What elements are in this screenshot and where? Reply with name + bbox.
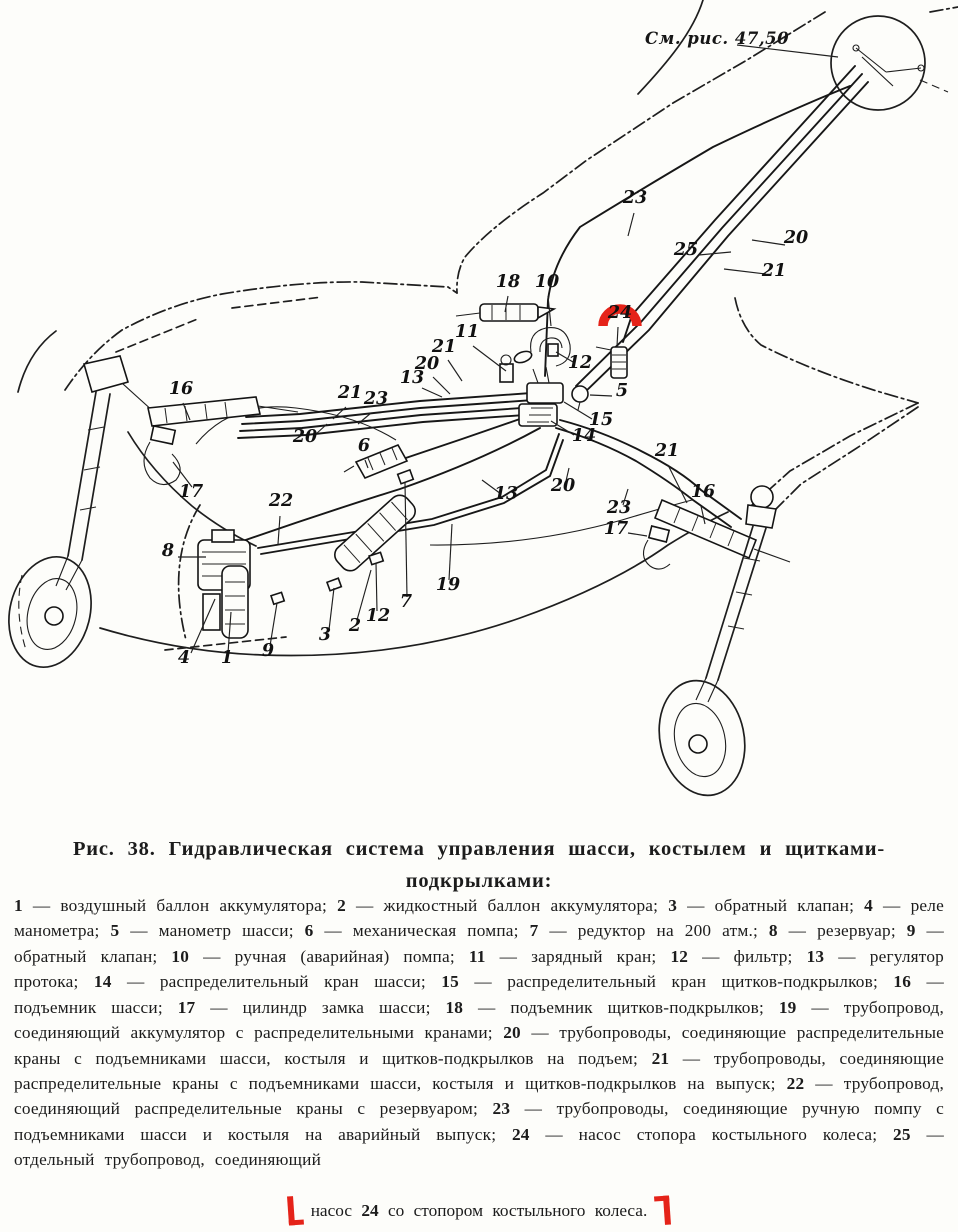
label-leader-5: [590, 395, 612, 396]
air-bottle: [222, 566, 248, 638]
part-label-16: 16: [690, 482, 716, 502]
legend-item-24: 24 — насос стопора костыльного колеса;: [511, 1124, 894, 1144]
part-label-23: 23: [622, 188, 648, 208]
legend-item-16: 16 — подъемник шасси;: [14, 972, 944, 1017]
part-label-10: 10: [534, 272, 560, 292]
tail-detail-circle: [831, 16, 925, 110]
right-wheel-hub: [689, 735, 707, 753]
label-leader-12: [376, 563, 377, 611]
reference-note-text: См. рис. 47,50: [645, 29, 790, 48]
label-leader-20: [433, 377, 450, 394]
label-leader-21: [724, 269, 766, 274]
part-label-5: 5: [615, 381, 629, 401]
legend-item-22: 22 — трубопровод, соединяющий распределительные краны с резервуаром;: [14, 1073, 944, 1119]
red-bracket-left: [287, 1196, 304, 1226]
label-leader-21: [448, 360, 462, 381]
label-leader-9: [270, 603, 277, 646]
part-label-4: 4: [177, 648, 191, 668]
part-label-17: 17: [178, 482, 204, 502]
part-label-21: 21: [337, 383, 363, 403]
part-label-18: 18: [495, 272, 521, 292]
label-leader-19: [449, 524, 452, 580]
legend-item-25: 25 — отдельный трубопровод, соединяющий: [14, 1124, 944, 1170]
legend-item-1: 1 — воздушный баллон аккумулятора;: [14, 896, 338, 915]
part-label-7: 7: [399, 592, 413, 612]
tail-stopper-mechanism: [853, 45, 948, 92]
part-label-12: 12: [567, 353, 593, 373]
legend-item-17: 17 — цилиндр замка шасси;: [177, 997, 446, 1017]
diagram-labels: [161, 188, 808, 668]
label-leader-17: [628, 533, 647, 536]
legend-item-15: 15 — распределительный кран щитков-подкрылков;: [441, 972, 894, 992]
legend-item-4: 4 — реле манометра;: [14, 896, 944, 941]
part-label-21: 21: [761, 261, 787, 281]
label-leader-20: [752, 240, 785, 245]
part-label-23: 23: [363, 389, 389, 409]
part-label-21: 21: [654, 441, 680, 461]
legend-item-18: 18 — подъемник щитков-подкрылков;: [445, 997, 779, 1017]
label-leader-24: [617, 327, 618, 346]
label-leader-3: [329, 588, 334, 630]
part-label-14: 14: [571, 426, 597, 446]
label-leader-23: [628, 213, 634, 236]
part-label-12: 12: [365, 606, 391, 626]
legend-item-7: 7 — редуктор на 200 атм.;: [529, 921, 769, 941]
part-label-15: 15: [588, 410, 614, 430]
legend-item-21: 21 — трубопроводы, соединяющие распределительные краны с подъемниками шасси, костыля и щитков-подкрылков на выпуск;: [14, 1048, 944, 1093]
pressure-gauge: [572, 386, 588, 410]
pressure-relay: [203, 594, 220, 630]
part-label-23: 23: [606, 498, 632, 518]
left-lock-cylinder: [144, 426, 180, 485]
legend-item-10: 10 — ручная (аварийная) помпа;: [171, 946, 469, 966]
label-leader-22: [278, 516, 280, 544]
legend-item-11: 11 — зарядный кран;: [468, 946, 671, 966]
legend-item-19: 19 — трубопровод, соединяющий аккумулятор с распределительными кранами;: [14, 997, 944, 1043]
part-label-19: 19: [435, 575, 461, 595]
legend-item-12: 12 — фильтр;: [670, 946, 807, 966]
legend-item-23: 23 — трубопроводы, соединяющие ручную помпу с подъемниками шасси и костыля на аварийный выпуск;: [14, 1099, 944, 1144]
part-label-6: 6: [357, 436, 371, 456]
legend-tail-text: насос 24 со стопором костыльного колеса.: [310, 1200, 648, 1220]
left-landing-gear: [0, 356, 128, 676]
legend-item-2: 2 — жидкостный баллон аккумулятора;: [337, 896, 669, 915]
part-label-17: 17: [603, 519, 629, 539]
filter-12-upper: [548, 344, 558, 356]
part-label-20: 20: [414, 354, 440, 374]
figure-caption: [0, 834, 958, 898]
legend-item-9: 9 — обратный клапан;: [14, 921, 944, 966]
mechanical-pump: [344, 445, 407, 478]
red-bracket-right: [654, 1196, 671, 1226]
left-wheel-hub: [45, 607, 63, 625]
part-label-9: 9: [261, 641, 275, 661]
part-label-20: 20: [550, 476, 576, 496]
legend-item-5: 5 — манометр шасси;: [110, 921, 305, 941]
distribution-valves: [519, 367, 563, 426]
label-leader-13: [422, 388, 442, 397]
flap-lift-cylinder: [456, 304, 554, 321]
airframe-outline: [18, 0, 958, 656]
caption-line-1: Рис. 38. Гидравлическая система управления шасси, костылем и щитками-: [72, 838, 886, 860]
part-label-24: 24: [607, 303, 633, 323]
part-label-8: 8: [161, 541, 175, 561]
legend-item-13: 13 — регулятор протока;: [14, 946, 945, 992]
legend-item-14: 14 — распределительный кран шасси;: [93, 972, 442, 992]
figure-legend: [14, 893, 944, 1173]
part-label-13: 13: [493, 484, 519, 504]
label-leader-15: [564, 402, 592, 419]
part-label-25: 25: [673, 240, 699, 260]
right-lock-cylinder: [643, 526, 670, 569]
legend-item-6: 6 — механическая помпа;: [304, 921, 530, 941]
part-label-2: 2: [348, 616, 362, 636]
part-label-16: 16: [168, 379, 194, 399]
caption-line-2: подкрылками:: [405, 869, 553, 892]
hand-pump-coil: [513, 328, 570, 366]
legend-item-20: 20 — трубопроводы, соединяющие распределительные краны с подъемниками шасси, костыля и щитков-подкрылков на подъем;: [14, 1023, 944, 1068]
part-label-1: 1: [220, 648, 234, 668]
part-label-13: 13: [399, 368, 425, 388]
reducer-7: [398, 470, 414, 484]
part-label-20: 20: [292, 427, 318, 447]
part-label-22: 22: [268, 491, 294, 511]
part-label-20: 20: [783, 228, 809, 248]
components: [0, 304, 790, 803]
legend-tail-line: [0, 1196, 958, 1225]
legend-item-8: 8 — резервуар;: [768, 921, 907, 941]
part-label-21: 21: [431, 337, 457, 357]
part-label-11: 11: [454, 322, 480, 342]
part-label-3: 3: [318, 625, 332, 645]
check-valve-9: [271, 592, 284, 604]
legend-item-3: 3 — обратный клапан;: [668, 896, 865, 915]
